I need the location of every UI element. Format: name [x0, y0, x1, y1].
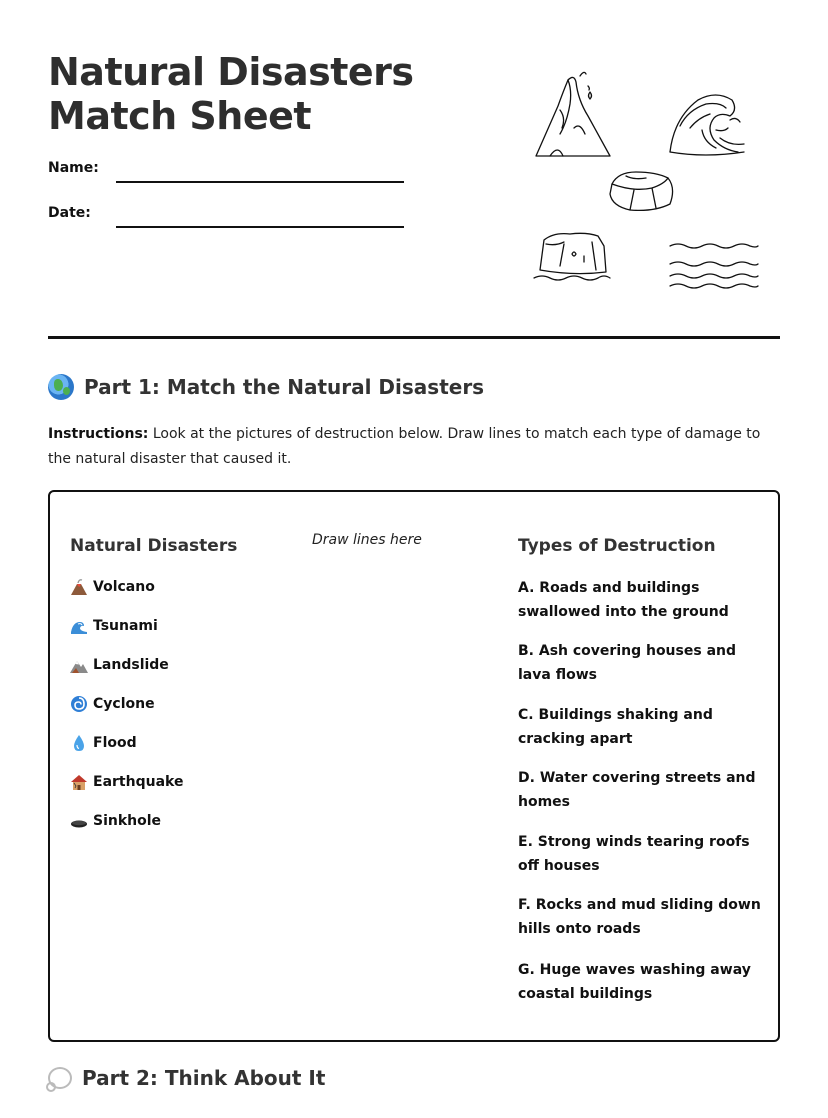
cyclone-icon: [70, 695, 88, 713]
disaster-item-earthquake[interactable]: [70, 773, 183, 791]
destruction-item-a[interactable]: A. Roads and buildings swallowed into the ground: [518, 580, 729, 620]
hole-icon: [70, 812, 88, 830]
destruction-item-d[interactable]: D. Water covering streets and homes: [518, 770, 756, 810]
disaster-label: Earthquake: [93, 774, 184, 790]
part2-heading: [48, 1066, 325, 1090]
rock-illustration-icon: [610, 172, 673, 210]
part1-heading-text: Part 1: Match the Natural Disasters: [84, 375, 485, 399]
destruction-item-c[interactable]: C. Buildings shaking and cracking apart: [518, 707, 713, 747]
disaster-item-tsunami[interactable]: [70, 617, 158, 635]
destruction-item-e[interactable]: E. Strong winds tearing roofs off houses: [518, 834, 750, 874]
iceberg-illustration-icon: [534, 233, 610, 280]
disaster-illustrations: [530, 66, 770, 296]
volcano-illustration-icon: [536, 72, 610, 156]
name-label: Name:: [48, 160, 99, 176]
part1-heading: [48, 374, 484, 400]
disaster-label: Volcano: [93, 579, 155, 595]
name-field[interactable]: [116, 181, 404, 183]
header-divider: [48, 336, 780, 339]
destruction-item-b[interactable]: B. Ash covering houses and lava flows: [518, 643, 736, 683]
disaster-label: Landslide: [93, 657, 169, 673]
matching-box: [48, 490, 780, 1042]
wave-icon: [70, 617, 88, 635]
instructions-label: Instructions:: [48, 426, 149, 442]
globe-icon: [48, 374, 74, 400]
destruction-item-g[interactable]: G. Huge waves washing away coastal buildings: [518, 962, 751, 1002]
droplet-icon: [70, 734, 88, 752]
disaster-label: Cyclone: [93, 696, 155, 712]
disaster-item-landslide[interactable]: [70, 656, 169, 674]
instructions: [48, 422, 778, 472]
disaster-label: Flood: [93, 735, 137, 751]
page-title: Natural Disasters Match Sheet: [48, 50, 414, 138]
volcano-icon: [70, 578, 88, 596]
disaster-label: Tsunami: [93, 618, 158, 634]
date-label: Date:: [48, 205, 91, 221]
house-icon: [70, 773, 88, 791]
part2-heading-text: Part 2: Think About It: [82, 1066, 326, 1090]
disaster-item-flood[interactable]: [70, 734, 137, 752]
disaster-item-sinkhole[interactable]: [70, 812, 161, 830]
destruction-item-f[interactable]: F. Rocks and mud sliding down hills onto roads: [518, 897, 761, 937]
instructions-text: Look at the pictures of destruction below. Draw lines to match each type of damage to the natural disaster that caused it.: [48, 426, 761, 467]
disaster-item-cyclone[interactable]: [70, 695, 155, 713]
destruction-heading: Types of Destruction: [518, 536, 716, 556]
disaster-label: Sinkhole: [93, 813, 162, 829]
water-lines-illustration-icon: [670, 244, 758, 288]
thought-bubble-icon: [48, 1067, 72, 1089]
disasters-heading: Natural Disasters: [70, 536, 238, 556]
disaster-item-volcano[interactable]: [70, 578, 155, 596]
draw-hint: Draw lines here: [312, 532, 422, 548]
date-field[interactable]: [116, 226, 404, 228]
mountain-icon: [70, 656, 88, 674]
tsunami-wave-illustration-icon: [670, 95, 744, 155]
